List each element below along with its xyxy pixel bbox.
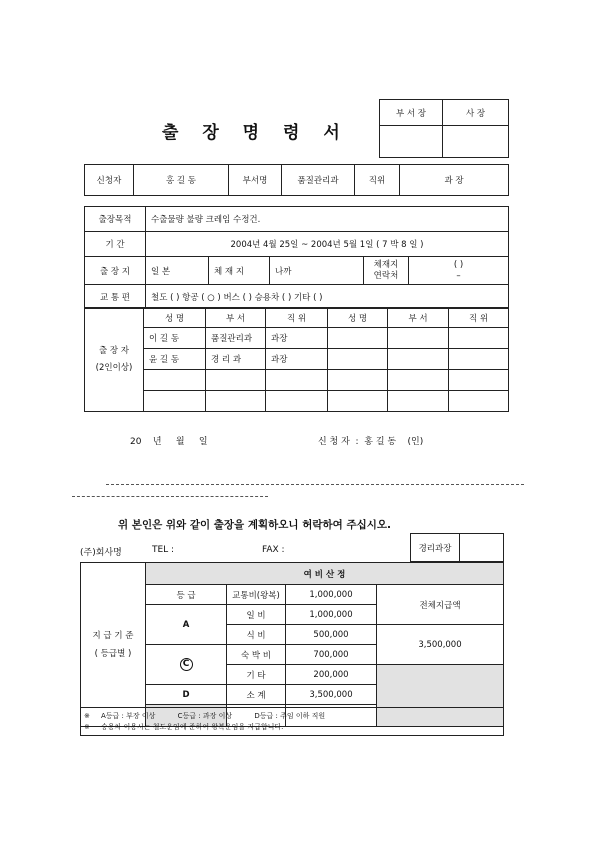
expense-header: 여 비 산 정	[146, 563, 504, 585]
traveler-row	[85, 328, 509, 349]
payment-basis-label	[81, 563, 146, 727]
traveler-cell[interactable]	[388, 370, 449, 391]
position-value[interactable]: 과 장	[400, 165, 509, 196]
purpose-label: 출장목적	[85, 207, 146, 232]
notes-box	[80, 707, 504, 736]
stay-address-value[interactable]: ( )	[453, 259, 464, 270]
expense-item-value[interactable]: 700,000	[286, 645, 377, 665]
traveler-cell[interactable]	[206, 370, 266, 391]
expense-item-label: 식 비	[227, 625, 286, 645]
approval-box	[379, 99, 509, 158]
expense-item-value[interactable]: 200,000	[286, 665, 377, 685]
approval-header-dept: 부 서 장	[380, 100, 443, 126]
destination-value[interactable]: 일 본	[146, 257, 209, 285]
traveler-cell[interactable]: 경 리 과	[206, 349, 266, 370]
grade-d: D	[146, 685, 227, 705]
position-label: 직위	[355, 165, 400, 196]
traveler-cell[interactable]	[449, 370, 509, 391]
total-label: 전체지급액	[377, 585, 504, 625]
traveler-cell[interactable]: 품질관리과	[206, 328, 266, 349]
notes	[81, 708, 504, 736]
note-line: ※ A등급 : 부장 이상 C등급 : 과장 이상 D등급 : 주임 이하 직원	[84, 711, 326, 720]
expense-item-label: 소 계	[227, 685, 286, 705]
grade-c-circled: C	[180, 658, 193, 671]
expense-item-label: 기 타	[227, 665, 286, 685]
traveler-header: 성 명	[328, 308, 388, 328]
dept-value[interactable]: 품질관리과	[282, 165, 355, 196]
contact-value[interactable]: –	[456, 270, 461, 281]
expense-item-value[interactable]: 1,000,000	[286, 605, 377, 625]
traveler-header: 직 위	[449, 308, 509, 328]
contact-label: 연락처	[373, 270, 399, 281]
travelers-label-sub: (2인이상)	[95, 362, 133, 373]
period-label: 기 간	[85, 232, 146, 257]
travelers-table	[84, 307, 509, 412]
payment-basis-main: 지 급 기 준	[92, 630, 134, 641]
expense-item-value[interactable]: 1,000,000	[286, 585, 377, 605]
expense-item-value[interactable]: 500,000	[286, 625, 377, 645]
traveler-cell[interactable]	[144, 391, 206, 412]
company-fax-label: FAX :	[262, 545, 285, 555]
expense-item-label: 숙 박 비	[227, 645, 286, 665]
grade-header: 등 급	[146, 585, 227, 605]
stay-address-label: 체재지	[373, 259, 399, 270]
dept-label: 부서명	[229, 165, 282, 196]
accounting-approver-label: 경리과장	[411, 534, 460, 562]
traveler-cell[interactable]	[449, 349, 509, 370]
traveler-header: 직 위	[266, 308, 328, 328]
stay-contact-labels	[364, 257, 409, 285]
traveler-cell[interactable]	[206, 391, 266, 412]
traveler-header: 부 서	[388, 308, 449, 328]
total-value[interactable]: 3,500,000	[377, 625, 504, 665]
company-tel-label: TEL :	[152, 545, 175, 555]
trip-table	[84, 206, 509, 309]
approval-sign-ceo[interactable]	[443, 126, 509, 158]
accounting-approval-box	[410, 533, 504, 562]
applicant-value[interactable]: 홍 길 동	[134, 165, 229, 196]
traveler-cell[interactable]: 과장	[266, 349, 328, 370]
approval-header-ceo: 사 장	[443, 100, 509, 126]
traveler-cell[interactable]	[388, 391, 449, 412]
traveler-cell[interactable]	[328, 328, 388, 349]
traveler-header: 성 명	[144, 308, 206, 328]
traveler-cell[interactable]	[328, 370, 388, 391]
expense-item-label: 교통비(왕복)	[227, 585, 286, 605]
accounting-approver-sign[interactable]	[460, 534, 504, 562]
traveler-cell[interactable]	[328, 391, 388, 412]
transport-options[interactable]: 철도 ( ) 항공 ( ○ ) 버스 ( ) 승용차 ( ) 기타 ( )	[146, 285, 509, 309]
grade-a: A	[146, 605, 227, 645]
date-line: 20 년 월 일	[130, 437, 208, 447]
traveler-cell[interactable]	[144, 370, 206, 391]
cut-line	[72, 496, 268, 497]
traveler-cell[interactable]	[388, 328, 449, 349]
stay-contact-values	[409, 257, 509, 285]
traveler-cell[interactable]: 윤 길 동	[144, 349, 206, 370]
traveler-row	[85, 349, 509, 370]
purpose-value[interactable]: 수출물량 불량 크레임 수정건.	[146, 207, 509, 232]
traveler-cell[interactable]	[449, 328, 509, 349]
expense-item-label: 일 비	[227, 605, 286, 625]
destination-label: 출 장 지	[85, 257, 146, 285]
applicant-signature-line: 신 청 자 : 홍 길 동 (인)	[318, 437, 424, 447]
request-text: 위 본인은 위와 같이 출장을 계획하오니 허락하여 주십시오.	[118, 519, 392, 531]
grade-c	[146, 645, 227, 685]
traveler-cell[interactable]: 이 길 동	[144, 328, 206, 349]
expense-item-value[interactable]: 3,500,000	[286, 685, 377, 705]
traveler-cell[interactable]	[449, 391, 509, 412]
traveler-cell[interactable]: 과장	[266, 328, 328, 349]
company-name-label: (주)회사명	[80, 548, 122, 558]
traveler-cell[interactable]	[388, 349, 449, 370]
stay-label: 체 재 지	[209, 257, 270, 285]
traveler-cell[interactable]	[266, 370, 328, 391]
traveler-header: 부 서	[206, 308, 266, 328]
page-title: 출 장 명 령 서	[162, 123, 349, 143]
applicant-label: 신청자	[85, 165, 134, 196]
approval-sign-dept[interactable]	[380, 126, 443, 158]
payment-basis-sub: ( 등급별 )	[94, 648, 132, 659]
period-value[interactable]: 2004년 4월 25일 ~ 2004년 5월 1일 ( 7 박 8 일 )	[146, 232, 509, 257]
travelers-label	[85, 308, 144, 412]
traveler-row	[85, 370, 509, 391]
transport-label: 교 통 편	[85, 285, 146, 309]
cut-line	[106, 484, 524, 485]
expense-table	[80, 562, 504, 727]
traveler-row	[85, 391, 509, 412]
traveler-cell[interactable]	[328, 349, 388, 370]
travelers-label-main: 출 장 자	[98, 345, 130, 356]
applicant-table	[84, 164, 509, 196]
traveler-cell[interactable]	[266, 391, 328, 412]
stay-value[interactable]: 나까	[270, 257, 364, 285]
note-line: ※ 승용차 이용시는 철도운임에 준하여 왕복운임을 지급합니다.	[84, 722, 284, 731]
